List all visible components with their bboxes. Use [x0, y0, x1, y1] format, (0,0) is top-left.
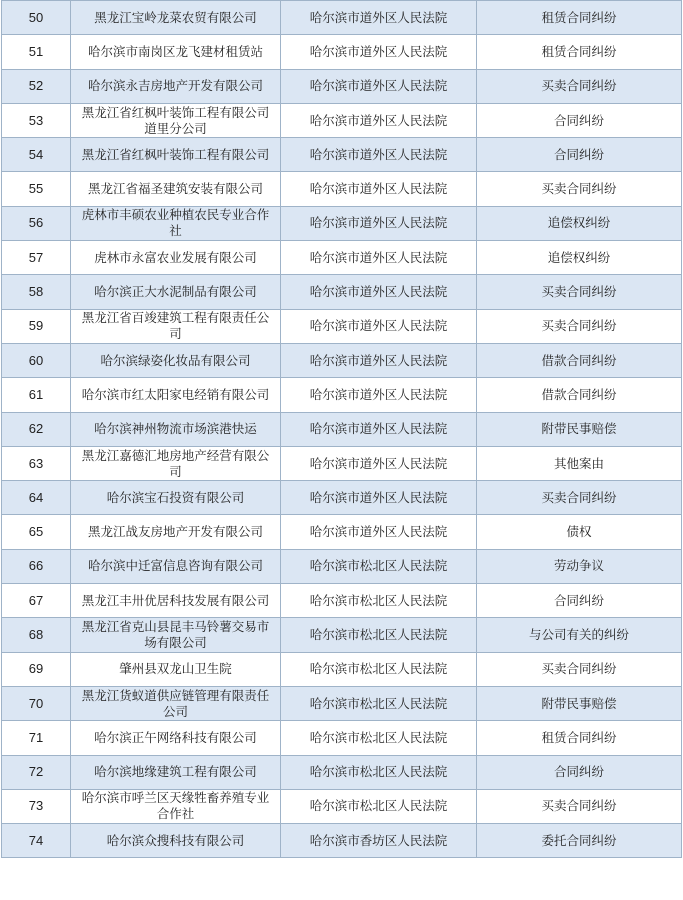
case-cause-cell: 买卖合同纠纷 — [477, 275, 682, 309]
case-table-body — [2, 1, 682, 858]
row-number-cell: 64 — [2, 481, 71, 515]
row-number-cell: 70 — [2, 686, 71, 720]
case-cause-cell: 租赁合同纠纷 — [477, 35, 682, 69]
table-row — [2, 549, 682, 583]
company-name-cell: 哈尔滨宝石投资有限公司 — [71, 481, 281, 515]
table-row — [2, 172, 682, 206]
court-name-cell: 哈尔滨市道外区人民法院 — [281, 515, 477, 549]
table-row — [2, 789, 682, 823]
table-row — [2, 309, 682, 343]
case-cause-cell: 委托合同纠纷 — [477, 824, 682, 858]
case-table — [1, 0, 682, 858]
table-row — [2, 206, 682, 240]
row-number-cell: 60 — [2, 343, 71, 377]
table-row — [2, 275, 682, 309]
court-name-cell: 哈尔滨市道外区人民法院 — [281, 275, 477, 309]
row-number-cell: 67 — [2, 584, 71, 618]
row-number-cell: 74 — [2, 824, 71, 858]
table-row — [2, 755, 682, 789]
court-name-cell: 哈尔滨市道外区人民法院 — [281, 138, 477, 172]
row-number-cell: 73 — [2, 789, 71, 823]
case-cause-cell: 合同纠纷 — [477, 103, 682, 137]
company-name-cell: 肇州县双龙山卫生院 — [71, 652, 281, 686]
company-name-cell: 黑龙江货蚁道供应链管理有限责任公司 — [71, 686, 281, 720]
table-row — [2, 412, 682, 446]
row-number-cell: 69 — [2, 652, 71, 686]
court-name-cell: 哈尔滨市道外区人民法院 — [281, 206, 477, 240]
company-name-cell: 哈尔滨中迁富信息咨询有限公司 — [71, 549, 281, 583]
case-cause-cell: 合同纠纷 — [477, 138, 682, 172]
court-name-cell: 哈尔滨市道外区人民法院 — [281, 446, 477, 480]
court-name-cell: 哈尔滨市道外区人民法院 — [281, 412, 477, 446]
company-name-cell: 虎林市丰硕农业种植农民专业合作社 — [71, 206, 281, 240]
row-number-cell: 62 — [2, 412, 71, 446]
court-name-cell: 哈尔滨市道外区人民法院 — [281, 343, 477, 377]
company-name-cell: 黑龙江省福圣建筑安装有限公司 — [71, 172, 281, 206]
row-number-cell: 57 — [2, 241, 71, 275]
court-name-cell: 哈尔滨市道外区人民法院 — [281, 172, 477, 206]
case-cause-cell: 追偿权纠纷 — [477, 206, 682, 240]
table-row — [2, 824, 682, 858]
table-row — [2, 138, 682, 172]
table-row — [2, 1, 682, 35]
case-cause-cell: 附带民事赔偿 — [477, 686, 682, 720]
case-cause-cell: 买卖合同纠纷 — [477, 789, 682, 823]
case-cause-cell: 借款合同纠纷 — [477, 378, 682, 412]
court-name-cell: 哈尔滨市道外区人民法院 — [281, 35, 477, 69]
company-name-cell: 哈尔滨正大水泥制品有限公司 — [71, 275, 281, 309]
table-row — [2, 343, 682, 377]
row-number-cell: 52 — [2, 69, 71, 103]
court-name-cell: 哈尔滨市道外区人民法院 — [281, 309, 477, 343]
row-number-cell: 55 — [2, 172, 71, 206]
court-name-cell: 哈尔滨市松北区人民法院 — [281, 549, 477, 583]
case-cause-cell: 追偿权纠纷 — [477, 241, 682, 275]
company-name-cell: 黑龙江省红枫叶装饰工程有限公司道里分公司 — [71, 103, 281, 137]
table-row — [2, 378, 682, 412]
case-cause-cell: 劳动争议 — [477, 549, 682, 583]
case-cause-cell: 债权 — [477, 515, 682, 549]
table-row — [2, 446, 682, 480]
row-number-cell: 63 — [2, 446, 71, 480]
row-number-cell: 61 — [2, 378, 71, 412]
row-number-cell: 66 — [2, 549, 71, 583]
company-name-cell: 哈尔滨永吉房地产开发有限公司 — [71, 69, 281, 103]
court-name-cell: 哈尔滨市松北区人民法院 — [281, 789, 477, 823]
table-row — [2, 35, 682, 69]
court-name-cell: 哈尔滨市道外区人民法院 — [281, 481, 477, 515]
company-name-cell: 哈尔滨神州物流市场滨港快运 — [71, 412, 281, 446]
case-cause-cell: 合同纠纷 — [477, 755, 682, 789]
row-number-cell: 54 — [2, 138, 71, 172]
court-name-cell: 哈尔滨市香坊区人民法院 — [281, 824, 477, 858]
row-number-cell: 58 — [2, 275, 71, 309]
company-name-cell: 黑龙江丰卅优居科技发展有限公司 — [71, 584, 281, 618]
court-name-cell: 哈尔滨市松北区人民法院 — [281, 686, 477, 720]
table-row — [2, 721, 682, 755]
company-name-cell: 哈尔滨市红太阳家电经销有限公司 — [71, 378, 281, 412]
table-row — [2, 241, 682, 275]
company-name-cell: 黑龙江省克山县昆丰马铃薯交易市场有限公司 — [71, 618, 281, 652]
company-name-cell: 黑龙江省百竣建筑工程有限责任公司 — [71, 309, 281, 343]
table-row — [2, 652, 682, 686]
row-number-cell: 59 — [2, 309, 71, 343]
table-row — [2, 103, 682, 137]
row-number-cell: 56 — [2, 206, 71, 240]
court-name-cell: 哈尔滨市道外区人民法院 — [281, 69, 477, 103]
court-name-cell: 哈尔滨市道外区人民法院 — [281, 103, 477, 137]
table-row — [2, 69, 682, 103]
company-name-cell: 哈尔滨绿姿化妆品有限公司 — [71, 343, 281, 377]
court-name-cell: 哈尔滨市松北区人民法院 — [281, 721, 477, 755]
table-row — [2, 584, 682, 618]
table-row — [2, 618, 682, 652]
case-cause-cell: 租赁合同纠纷 — [477, 1, 682, 35]
company-name-cell: 哈尔滨众搜科技有限公司 — [71, 824, 281, 858]
company-name-cell: 黑龙江宝岭龙菜农贸有限公司 — [71, 1, 281, 35]
case-cause-cell: 合同纠纷 — [477, 584, 682, 618]
row-number-cell: 51 — [2, 35, 71, 69]
company-name-cell: 哈尔滨市呼兰区天缘牲畜养殖专业合作社 — [71, 789, 281, 823]
row-number-cell: 72 — [2, 755, 71, 789]
court-name-cell: 哈尔滨市松北区人民法院 — [281, 755, 477, 789]
court-name-cell: 哈尔滨市道外区人民法院 — [281, 378, 477, 412]
court-name-cell: 哈尔滨市松北区人民法院 — [281, 618, 477, 652]
company-name-cell: 黑龙江省红枫叶装饰工程有限公司 — [71, 138, 281, 172]
court-name-cell: 哈尔滨市道外区人民法院 — [281, 241, 477, 275]
case-cause-cell: 买卖合同纠纷 — [477, 69, 682, 103]
table-row — [2, 686, 682, 720]
case-cause-cell: 买卖合同纠纷 — [477, 481, 682, 515]
case-cause-cell: 其他案由 — [477, 446, 682, 480]
row-number-cell: 71 — [2, 721, 71, 755]
row-number-cell: 50 — [2, 1, 71, 35]
table-row — [2, 481, 682, 515]
case-cause-cell: 租赁合同纠纷 — [477, 721, 682, 755]
row-number-cell: 53 — [2, 103, 71, 137]
row-number-cell: 65 — [2, 515, 71, 549]
table-row — [2, 515, 682, 549]
company-name-cell: 虎林市永富农业发展有限公司 — [71, 241, 281, 275]
case-cause-cell: 买卖合同纠纷 — [477, 652, 682, 686]
company-name-cell: 哈尔滨地缘建筑工程有限公司 — [71, 755, 281, 789]
case-cause-cell: 借款合同纠纷 — [477, 343, 682, 377]
case-cause-cell: 与公司有关的纠纷 — [477, 618, 682, 652]
company-name-cell: 哈尔滨市南岗区龙飞建材租赁站 — [71, 35, 281, 69]
court-name-cell: 哈尔滨市道外区人民法院 — [281, 1, 477, 35]
court-name-cell: 哈尔滨市松北区人民法院 — [281, 584, 477, 618]
court-name-cell: 哈尔滨市松北区人民法院 — [281, 652, 477, 686]
case-cause-cell: 买卖合同纠纷 — [477, 309, 682, 343]
company-name-cell: 黑龙江战友房地产开发有限公司 — [71, 515, 281, 549]
case-cause-cell: 买卖合同纠纷 — [477, 172, 682, 206]
case-cause-cell: 附带民事赔偿 — [477, 412, 682, 446]
row-number-cell: 68 — [2, 618, 71, 652]
company-name-cell: 黑龙江嘉德汇地房地产经营有限公司 — [71, 446, 281, 480]
company-name-cell: 哈尔滨正午网络科技有限公司 — [71, 721, 281, 755]
